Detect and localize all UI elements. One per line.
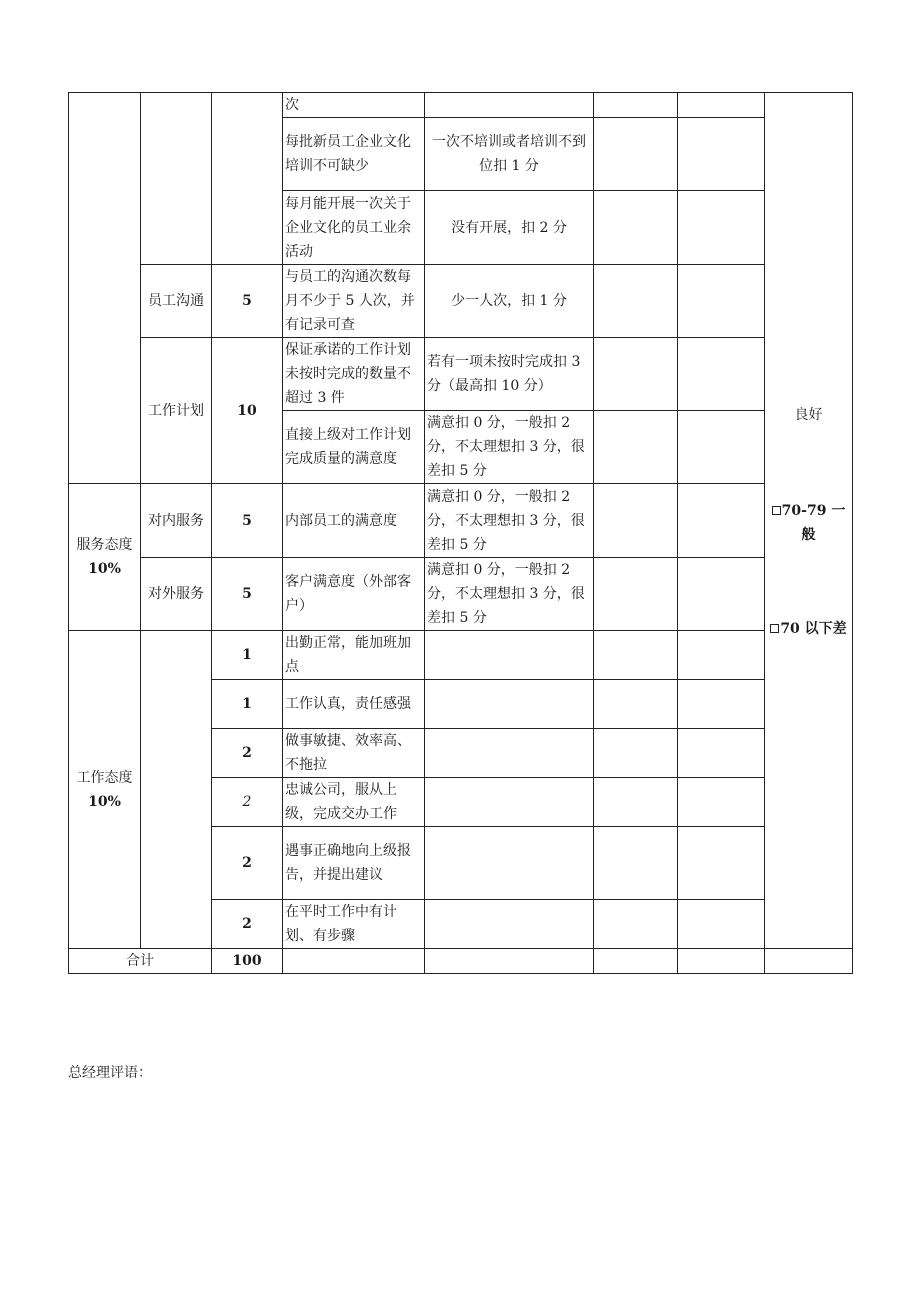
total-empty xyxy=(425,949,594,974)
score-cell xyxy=(594,680,678,729)
score-cell xyxy=(678,631,765,680)
weight-work-plan: 10 xyxy=(212,338,283,484)
subcategory-work-plan: 工作计划 xyxy=(141,338,212,484)
indicator-cell: 次 xyxy=(283,93,425,118)
weight-cell-continued xyxy=(212,93,283,265)
evaluation-table xyxy=(68,92,853,974)
score-cell xyxy=(678,778,765,827)
rule-cell xyxy=(425,631,594,680)
category-percent: 10% xyxy=(88,793,121,810)
weight-cell: 2 xyxy=(212,778,283,827)
grade-poor: 70 以下差 xyxy=(767,617,850,641)
category-label: 工作态度 xyxy=(76,769,133,786)
weight-internal-service: 5 xyxy=(212,484,283,558)
category-label: 服务态度 xyxy=(76,537,133,553)
subcategory-cell-continued xyxy=(141,93,212,265)
rule-cell xyxy=(425,93,594,118)
total-empty xyxy=(678,949,765,974)
rule-cell xyxy=(425,729,594,778)
total-empty xyxy=(765,949,853,974)
indicator-cell: 出勤正常，能加班加点 xyxy=(283,631,425,680)
weight-communication: 5 xyxy=(212,265,283,338)
indicator-cell: 工作认真，责任感强 xyxy=(283,680,425,729)
rule-cell: 没有开展，扣 2 分 xyxy=(425,191,594,265)
score-cell xyxy=(678,411,765,484)
indicator-cell: 遇事正确地向上级报告，并提出建议 xyxy=(283,827,425,900)
indicator-cell: 直接上级对工作计划完成质量的满意度 xyxy=(283,411,425,484)
weight-cell: 2 xyxy=(212,729,283,778)
rule-cell xyxy=(425,680,594,729)
weight-external-service: 5 xyxy=(212,558,283,631)
score-cell xyxy=(678,265,765,338)
score-cell xyxy=(678,900,765,949)
weight-cell: 2 xyxy=(212,900,283,949)
grade-good: 良好 xyxy=(794,406,823,423)
subcategory-empty xyxy=(141,631,212,949)
score-cell xyxy=(594,118,678,191)
score-cell xyxy=(594,558,678,631)
score-cell xyxy=(594,729,678,778)
indicator-cell: 在平时工作中有计划、有步骤 xyxy=(283,900,425,949)
rule-cell: 满意扣 0 分，一般扣 2 分，不太理想扣 3 分，很差扣 5 分 xyxy=(425,484,594,558)
score-cell xyxy=(594,93,678,118)
rule-cell xyxy=(425,827,594,900)
indicator-cell: 每批新员工企业文化培训不可缺少 xyxy=(283,118,425,191)
rule-cell xyxy=(425,900,594,949)
score-cell xyxy=(594,191,678,265)
score-cell xyxy=(678,558,765,631)
score-cell xyxy=(594,827,678,900)
weight-cell: 2 xyxy=(212,827,283,900)
category-percent: 10% xyxy=(88,561,121,577)
indicator-cell: 保证承诺的工作计划未按时完成的数量不超过 3 件 xyxy=(283,338,425,411)
subcategory-communication: 员工沟通 xyxy=(141,265,212,338)
category-cell-continued xyxy=(69,93,141,484)
score-cell xyxy=(678,680,765,729)
score-cell xyxy=(678,191,765,265)
subcategory-internal-service: 对内服务 xyxy=(141,484,212,558)
total-value: 100 xyxy=(212,949,283,974)
score-cell xyxy=(678,93,765,118)
subcategory-external-service: 对外服务 xyxy=(141,558,212,631)
score-cell xyxy=(678,484,765,558)
score-cell xyxy=(594,484,678,558)
score-cell xyxy=(678,729,765,778)
rule-cell xyxy=(425,778,594,827)
score-cell xyxy=(594,411,678,484)
rule-cell: 满意扣 0 分，一般扣 2 分，不太理想扣 3 分，很差扣 5 分 xyxy=(425,558,594,631)
checkbox-icon[interactable] xyxy=(772,506,781,515)
score-cell xyxy=(594,631,678,680)
total-empty xyxy=(283,949,425,974)
weight-cell: 1 xyxy=(212,631,283,680)
total-label: 合计 xyxy=(69,949,212,974)
grade-average: 70-79 一般 xyxy=(767,499,850,547)
score-cell xyxy=(678,338,765,411)
indicator-cell: 客户满意度（外部客户） xyxy=(283,558,425,631)
rule-cell: 少一人次，扣 1 分 xyxy=(425,265,594,338)
rule-cell: 满意扣 0 分，一般扣 2 分，不太理想扣 3 分，很差扣 5 分 xyxy=(425,411,594,484)
indicator-cell: 做事敏捷、效率高、不拖拉 xyxy=(283,729,425,778)
score-cell xyxy=(594,900,678,949)
score-cell xyxy=(678,118,765,191)
gm-comment-label: 总经理评语： xyxy=(68,1065,152,1081)
score-cell xyxy=(678,827,765,900)
category-work-attitude xyxy=(69,631,141,949)
score-cell xyxy=(594,338,678,411)
score-cell xyxy=(594,778,678,827)
indicator-cell: 与员工的沟通次数每月不少于 5 人次，并有记录可查 xyxy=(283,265,425,338)
category-service-attitude xyxy=(69,484,141,631)
score-cell xyxy=(594,265,678,338)
weight-cell: 1 xyxy=(212,680,283,729)
total-empty xyxy=(594,949,678,974)
rule-cell: 若有一项未按时完成扣 3 分（最高扣 10 分） xyxy=(425,338,594,411)
rating-scale-cell xyxy=(765,93,853,949)
rule-cell: 一次不培训或者培训不到位扣 1 分 xyxy=(425,118,594,191)
indicator-cell: 忠诚公司，服从上级，完成交办工作 xyxy=(283,778,425,827)
indicator-cell: 每月能开展一次关于企业文化的员工业余活动 xyxy=(283,191,425,265)
checkbox-icon[interactable] xyxy=(770,624,779,633)
indicator-cell: 内部员工的满意度 xyxy=(283,484,425,558)
